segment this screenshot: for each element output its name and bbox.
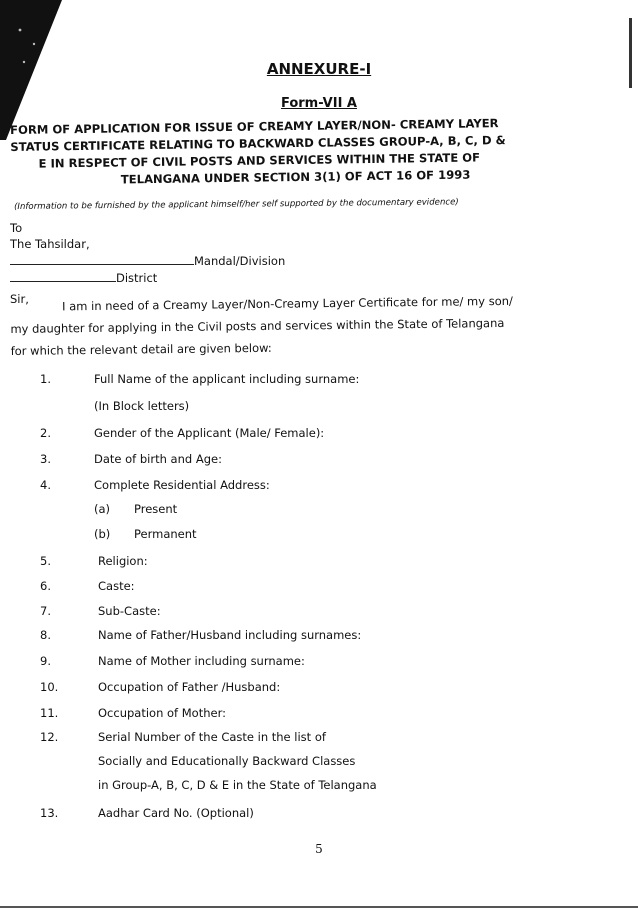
item-text: Serial Number of the Caste in the list of bbox=[98, 730, 326, 744]
item-text: Aadhar Card No. (Optional) bbox=[98, 806, 254, 820]
item-number: 9. bbox=[40, 654, 51, 668]
item-number: 2. bbox=[40, 426, 51, 440]
item-text: Occupation of Father /Husband: bbox=[98, 680, 281, 694]
item-number: 1. bbox=[40, 372, 51, 386]
item-number: 8. bbox=[40, 628, 51, 642]
item-number: 4. bbox=[40, 478, 51, 492]
mandal-label: Mandal/Division bbox=[194, 254, 286, 268]
item-text: Religion: bbox=[98, 554, 148, 568]
item-number: 12. bbox=[40, 730, 59, 744]
item-text: Socially and Educationally Backward Classes bbox=[98, 754, 356, 768]
sub-label: (a) bbox=[94, 502, 111, 516]
district-label: District bbox=[116, 271, 158, 285]
form-number: Form-VII A bbox=[280, 96, 357, 111]
item-text: (In Block letters) bbox=[94, 399, 190, 413]
item-text: in Group-A, B, C, D & E in the State of Telangana bbox=[98, 778, 377, 792]
item-number: 10. bbox=[40, 680, 59, 694]
scan-bottom-edge bbox=[0, 906, 638, 908]
page-number: 5 bbox=[315, 842, 323, 856]
intro-line: for which the relevant detail are given below: bbox=[10, 340, 272, 358]
information-note: (Information to be furnished by the applicant himself/her self supported by the documentary evidence) bbox=[14, 197, 459, 212]
form-heading bbox=[10, 114, 611, 190]
address-block bbox=[10, 220, 285, 286]
intro-paragraph bbox=[10, 289, 551, 362]
sub-text: Permanent bbox=[134, 527, 197, 541]
salutation: Sir, bbox=[10, 292, 29, 306]
item-number: 3. bbox=[40, 452, 51, 466]
item-number: 13. bbox=[40, 806, 59, 820]
item-text: Name of Mother including surname: bbox=[98, 654, 305, 668]
item-text: Date of birth and Age: bbox=[94, 452, 222, 466]
item-text: Full Name of the applicant including surname: bbox=[94, 372, 360, 386]
item-text: Gender of the Applicant (Male/ Female): bbox=[94, 426, 325, 440]
item-text: Occupation of Mother: bbox=[98, 706, 226, 720]
item-number: 5. bbox=[40, 554, 51, 568]
sub-text: Present bbox=[134, 502, 178, 516]
sub-label: (b) bbox=[94, 527, 111, 541]
item-text: Sub-Caste: bbox=[98, 604, 161, 618]
intro-line: my daughter for applying in the Civil posts and services within the State of Telangana bbox=[10, 315, 505, 336]
item-text: Caste: bbox=[98, 579, 135, 593]
district-line bbox=[10, 269, 285, 286]
district-blank bbox=[10, 269, 116, 282]
recipient-label: The Tahsildar, bbox=[10, 237, 90, 251]
item-number: 7. bbox=[40, 604, 51, 618]
heading-line: E IN RESPECT OF CIVIL POSTS AND SERVICES WITHIN THE STATE OF bbox=[38, 150, 481, 171]
mandal-blank bbox=[10, 252, 194, 265]
address-sub-item bbox=[94, 527, 197, 541]
to-label: To bbox=[10, 221, 23, 235]
item-text: Complete Residential Address: bbox=[94, 478, 270, 492]
address-sub-item bbox=[94, 502, 178, 516]
heading-line: STATUS CERTIFICATE RELATING TO BACKWARD CLASSES GROUP-A, B, C, D & bbox=[10, 133, 506, 154]
annexure-title: ANNEXURE-I bbox=[266, 60, 372, 78]
item-number: 6. bbox=[40, 579, 51, 593]
intro-line: I am in need of a Creamy Layer/Non-Creamy Layer Certificate for me/ my son/ bbox=[62, 293, 513, 314]
item-text: Name of Father/Husband including surnames: bbox=[98, 628, 362, 642]
item-number: 11. bbox=[40, 706, 59, 720]
heading-line: FORM OF APPLICATION FOR ISSUE OF CREAMY LAYER/NON- CREAMY LAYER bbox=[10, 116, 499, 137]
heading-line: TELANGANA UNDER SECTION 3(1) OF ACT 16 OF 1993 bbox=[120, 167, 471, 187]
mandal-line bbox=[10, 252, 285, 269]
